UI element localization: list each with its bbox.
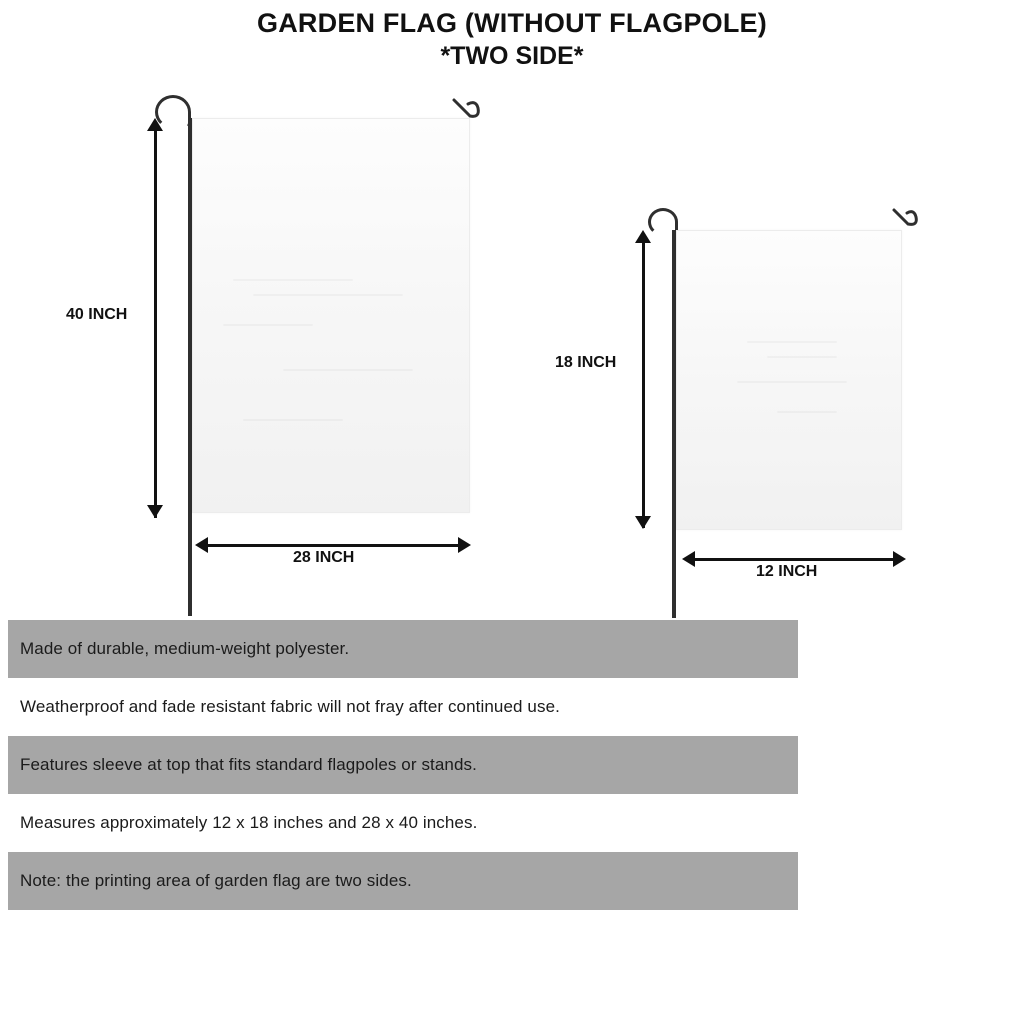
width-dimension-label-small: 12 INCH — [756, 563, 818, 580]
height-dimension-line-large — [154, 128, 157, 518]
height-arrow-bottom-small — [635, 516, 651, 529]
flag-fabric-large — [192, 118, 470, 513]
flag-fabric-small — [676, 230, 902, 530]
feature-text: Made of durable, medium-weight polyester. — [20, 639, 350, 658]
width-arrow-left-large — [195, 537, 208, 553]
height-dimension-label-large: 40 INCH — [66, 306, 128, 323]
flagpole-hook-icon-small — [648, 208, 678, 236]
list-item — [8, 620, 798, 678]
width-dimension-label-large: 28 INCH — [293, 549, 355, 566]
width-arrow-right-large — [458, 537, 471, 553]
small-flag-diagram — [520, 0, 1024, 620]
large-flag-diagram — [0, 0, 520, 620]
list-item — [8, 736, 798, 794]
feature-list — [8, 620, 798, 910]
width-arrow-left-small — [682, 551, 695, 567]
list-item — [8, 852, 798, 910]
width-arrow-right-small — [893, 551, 906, 567]
feature-text: Measures approximately 12 x 18 inches and 28 x 40 inches. — [20, 813, 478, 832]
height-arrow-top-large — [147, 118, 163, 131]
height-arrow-bottom-large — [147, 505, 163, 518]
title-line-2: *TWO SIDE* — [440, 42, 584, 70]
height-arrow-top-small — [635, 230, 651, 243]
width-dimension-line-small — [692, 558, 898, 561]
feature-text: Note: the printing area of garden flag are two sides. — [20, 871, 412, 890]
title-line-1: GARDEN FLAG (WITHOUT FLAGPOLE) — [257, 8, 767, 38]
height-dimension-line-small — [642, 240, 645, 528]
width-dimension-line-large — [205, 544, 463, 547]
list-item — [8, 678, 798, 736]
list-item — [8, 794, 798, 852]
height-dimension-label-small: 18 INCH — [555, 354, 617, 371]
feature-text: Features sleeve at top that fits standard flagpoles or stands. — [20, 755, 477, 774]
feature-text: Weatherproof and fade resistant fabric will not fray after continued use. — [20, 697, 560, 716]
